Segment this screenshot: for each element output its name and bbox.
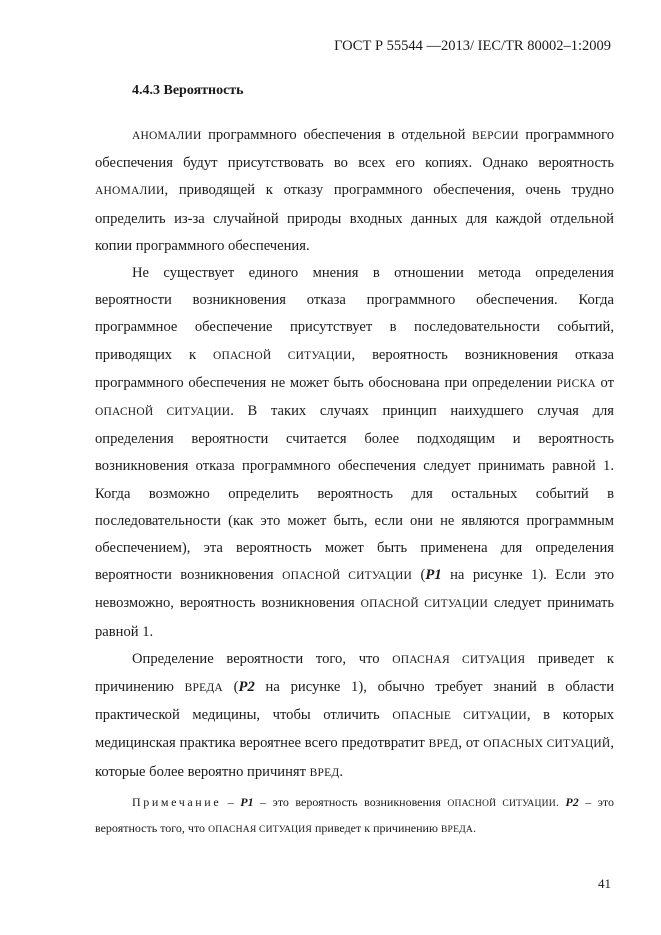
term-small-caps: АНОМАЛИИ <box>132 130 202 142</box>
term-small-caps: ОПАСНАЯ СИТУАЦИЯ <box>392 653 526 666</box>
term-small-caps: ОПАСНЫЕ СИТУАЦИИ <box>392 710 527 723</box>
term-small-caps: ВРЕДА <box>184 682 223 695</box>
document-header: ГОСТ Р 55544 —2013/ IEC/TR 80002–1:2009 <box>334 38 611 54</box>
paragraph <box>95 646 614 787</box>
text-run: ( <box>412 567 426 584</box>
probability-symbol: P2 <box>565 795 579 809</box>
paragraph <box>95 122 614 260</box>
text-run: – это вероятность того, что <box>95 795 615 835</box>
text-run: следует принимать равной 1. <box>95 595 615 640</box>
text-run: ( <box>222 679 239 696</box>
term-small-caps: ОПАСНОЙ СИТУАЦИИ <box>360 598 488 611</box>
text-run: , которые более вероятно причинят <box>95 735 614 780</box>
term-small-caps: ОПАСНЫХ СИТУАЦИЙ <box>483 738 611 751</box>
page-number: 41 <box>598 876 611 891</box>
probability-symbol: P1 <box>425 567 442 584</box>
text-run: Определение вероятности того, что <box>132 650 393 667</box>
probability-symbol: P2 <box>238 679 255 696</box>
text-run: программного обеспечения в отдельной <box>201 127 473 143</box>
note-label: Примечание <box>132 795 222 809</box>
term-small-caps: ОПАСНОЙ СИТУАЦИИ <box>213 349 352 362</box>
section-number: 4.4.3 <box>132 83 160 98</box>
text-run: , вероятность возникновения отказа программного обеспечения не может быть обоснована при определении <box>95 346 615 391</box>
text-run: . <box>555 795 566 809</box>
text-run: приведет к причинению <box>311 821 441 835</box>
note-block <box>95 790 614 842</box>
section-heading <box>132 83 244 99</box>
term-small-caps: ВРЕД <box>309 766 340 779</box>
text-run: на рисунке 1). Если это невозможно, вероятность возникновения <box>95 567 615 612</box>
term-small-caps: ОПАСНОЙ СИТУАЦИИ <box>95 406 231 419</box>
text-run: программного обеспечения будут присутствовать во всех его копиях. Однако вероятность <box>95 127 614 172</box>
term-small-caps: ОПАСНОЙ СИТУАЦИИ <box>447 798 556 809</box>
paragraph <box>95 260 614 646</box>
term-small-caps: ВЕРСИИ <box>472 130 519 142</box>
text-run: . <box>473 821 477 835</box>
text-run: , приводящей к отказу программного обеспечения, очень трудно определить из-за случайной природы входных данных для каждой отдельной копии программного обеспечения. <box>95 182 614 254</box>
text-run: . В таких случаях принцип наихудшего случая для определения вероятности считается более подходящим и вероятность возникновения отказа программного обеспечения следует принимать равной 1. Когда возможно определить вероятность для остальных событий в последовательности (как это может быть, если они не являются программным обеспечением), эта вероятность может быть применена для определения вероятности возникновения <box>95 403 614 584</box>
text-run: на рисунке 1), обычно требует знаний в области практической медицины, чтобы отличить <box>95 679 614 724</box>
term-small-caps: РИСКА <box>556 377 596 390</box>
section-body <box>95 122 614 787</box>
text-run: , от <box>458 735 484 752</box>
text-run: – <box>221 795 241 809</box>
text-run: , в которых медицинская практика вероятнее всего предотвратит <box>95 707 614 752</box>
term-small-caps: АНОМАЛИИ <box>95 185 165 198</box>
text-run: . <box>339 763 344 780</box>
term-small-caps: ОПАСНАЯ СИТУАЦИЯ <box>208 824 312 835</box>
text-run: – это вероятность возникновения <box>253 795 448 809</box>
term-small-caps: ВРЕД <box>428 738 459 751</box>
probability-symbol: P1 <box>240 795 254 809</box>
text-run: Не существует единого мнения в отношении метода определения вероятности возникновения отказа программного обеспечения. Когда программное обеспечение присутствует в последовательности событий, приводящих к <box>95 265 614 363</box>
text-run: от <box>595 374 614 391</box>
term-small-caps: ВРЕДА <box>440 824 474 835</box>
section-title: Вероятность <box>163 83 244 98</box>
note-text <box>95 790 614 842</box>
text-run: приведет к причинению <box>95 650 614 696</box>
term-small-caps: ОПАСНОЙ СИТУАЦИИ <box>282 570 413 583</box>
